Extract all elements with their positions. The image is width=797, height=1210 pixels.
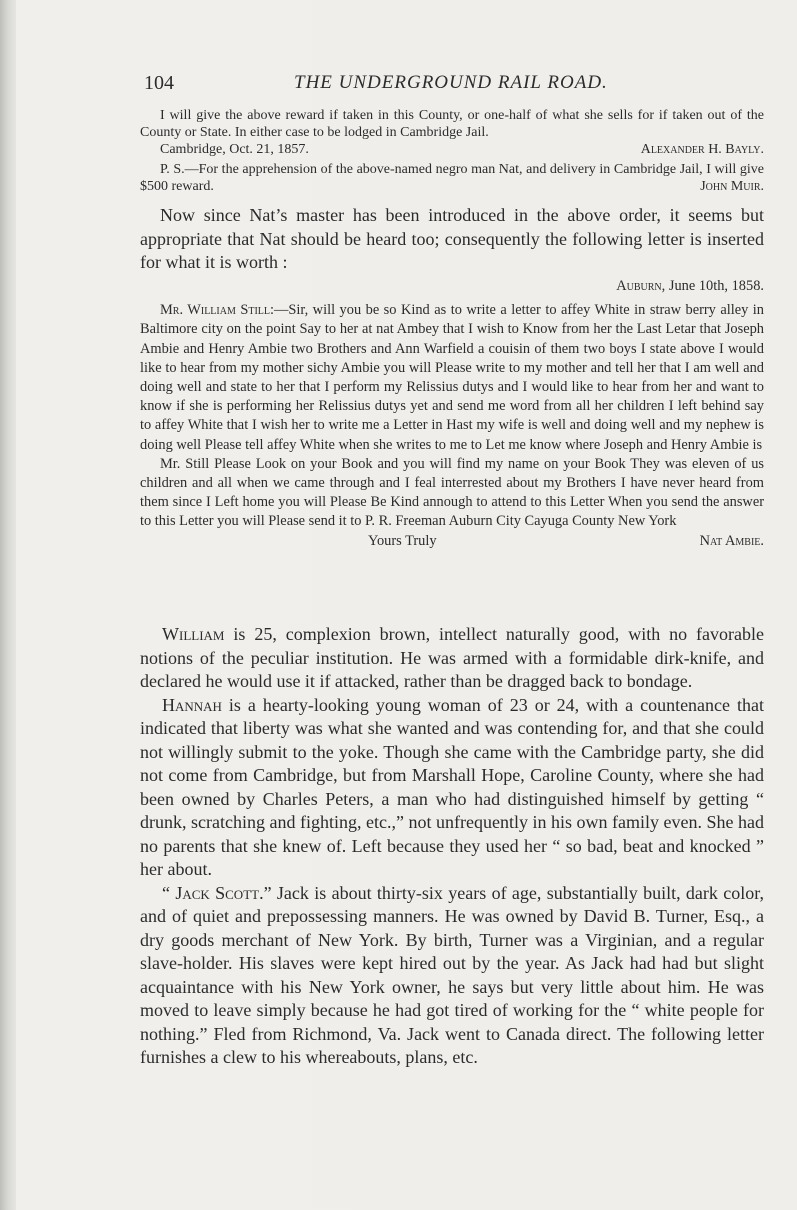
letter-closing-row [140,532,764,551]
letter-signature: Nat Ambie. [699,532,764,549]
jack-name: “ Jack Scott.” [162,882,272,903]
postscript [140,161,764,195]
william-paragraph [140,623,764,694]
hannah-paragraph [140,694,764,882]
dateline-place: Auburn, [616,278,666,294]
ps-signer: John Muir. [700,179,764,194]
intro-paragraph [140,204,764,275]
letter-body-2: Mr. Still Please Look on your Book and you will find my name on your Book They was eleven of us children and all when we came through and I feal interrested about my Brothers I have never heard from them since I Left home you will Please Be Kind annough to attend to this Letter When you send the answer to this Letter you will Please send it to P. R. Freeman Auburn City Cayuga County New York [140,455,764,530]
ps-text: P. S.—For the apprehension of the above-named negro man Nat, and delivery in Cambridge Jail, I will give $500 reward. [140,162,764,194]
reward-notice [140,107,764,158]
book-spine-shadow [0,0,16,1210]
letter-body-1-text: :—Sir, will you be so Kind as to write a letter to affey White in straw berry alley in Baltimore city on the point Say to her at nat Ambey that I wish to Know from her the Last Letar that Joseph Ambie and Henry Ambie two Brothers and Ann Warfield a couisin of them two boys I state above I would like to hear from my mother sichy Ambie you will Please write to my mother and tell her that I am well and doing well and state to her that I perform my Relissius dutys and I would like to hear from her and want to know if she is performing her Relissius dutys yet and send me word from all her children I left behind say to affey White that I wish her to write me a Letter in Hast my wife is well and doing well and my nephew is doing well Please tell affey White when she writes to me to Let me know where Joseph and Henry Ambie is [140,302,764,453]
notice-sign-row [140,141,764,158]
william-name: William [162,624,225,644]
dateline-date: June 10th, 1858. [668,278,764,294]
william-text: is 25, complexion brown, intellect naturally good, with no favorable notions of the peculiar institution. He was armed with a formidable dirk-knife, and declared he would use it if attacked, rather than be dragged back to bondage. [140,624,764,691]
intro-text: Now since Nat’s master has been introduced in the above order, it seems but appropriate that Nat should be heard too; consequently the following letter is inserted for what it is worth : [140,205,764,272]
hannah-name: Hannah [162,694,222,715]
letter-closing: Yours Truly [368,532,437,549]
jack-paragraph [140,882,764,1070]
hannah-text: is a hearty-looking young woman of 23 or 24, with a countenance that indicated that liberty was what she wanted and was contending for, and that she could not willingly submit to the yoke. Though she came with the Cambridge party, she did not come from Cambridge, but from Marshall Hope, Caroline County, where she had been owned by Charles Peters, a man who had distinguished himself by getting “ drunk, scratching and fighting, etc.,” not unfrequently in his own family even. She had no parents that she knew of. Left because they used her “ so bad, beat and knocked ” her about. [140,694,764,879]
letter-body-1 [140,301,764,455]
nat-letter [140,277,764,551]
letter-dateline [140,277,764,296]
running-title: THE UNDERGROUND RAIL ROAD. [294,72,608,93]
notice-signer: Alexander H. Bayly. [640,142,764,157]
narrative [140,623,764,1070]
notice-place-date: Cambridge, Oct. 21, 1857. [160,142,309,157]
jack-text: Jack is about thirty-six years of age, substantially built, dark color, and of quiet and prepossessing manners. He was owned by David B. Turner, Esq., a dry goods merchant of New York. By birth, Turner was a Virginian, and a regular slave-holder. His slaves were kept hired out by the year. As Jack had had but slight acquaintance with his New York owner, he says but very little about him. He was moved to leave simply because he had got tired of working for the “ white people for nothing.” Fled from Richmond, Va. Jack went to Canada direct. The following letter furnishes a clew to his whereabouts, plans, etc. [140,882,765,1067]
page-number: 104 [144,72,174,94]
letter-salutation: Mr. William Still [160,302,270,319]
notice-line: I will give the above reward if taken in this County, or one-half of what she sells for if taken out of the County or State. In either case to be lodged in Cambridge Jail. [140,108,764,140]
ps-sign-row [140,178,764,195]
